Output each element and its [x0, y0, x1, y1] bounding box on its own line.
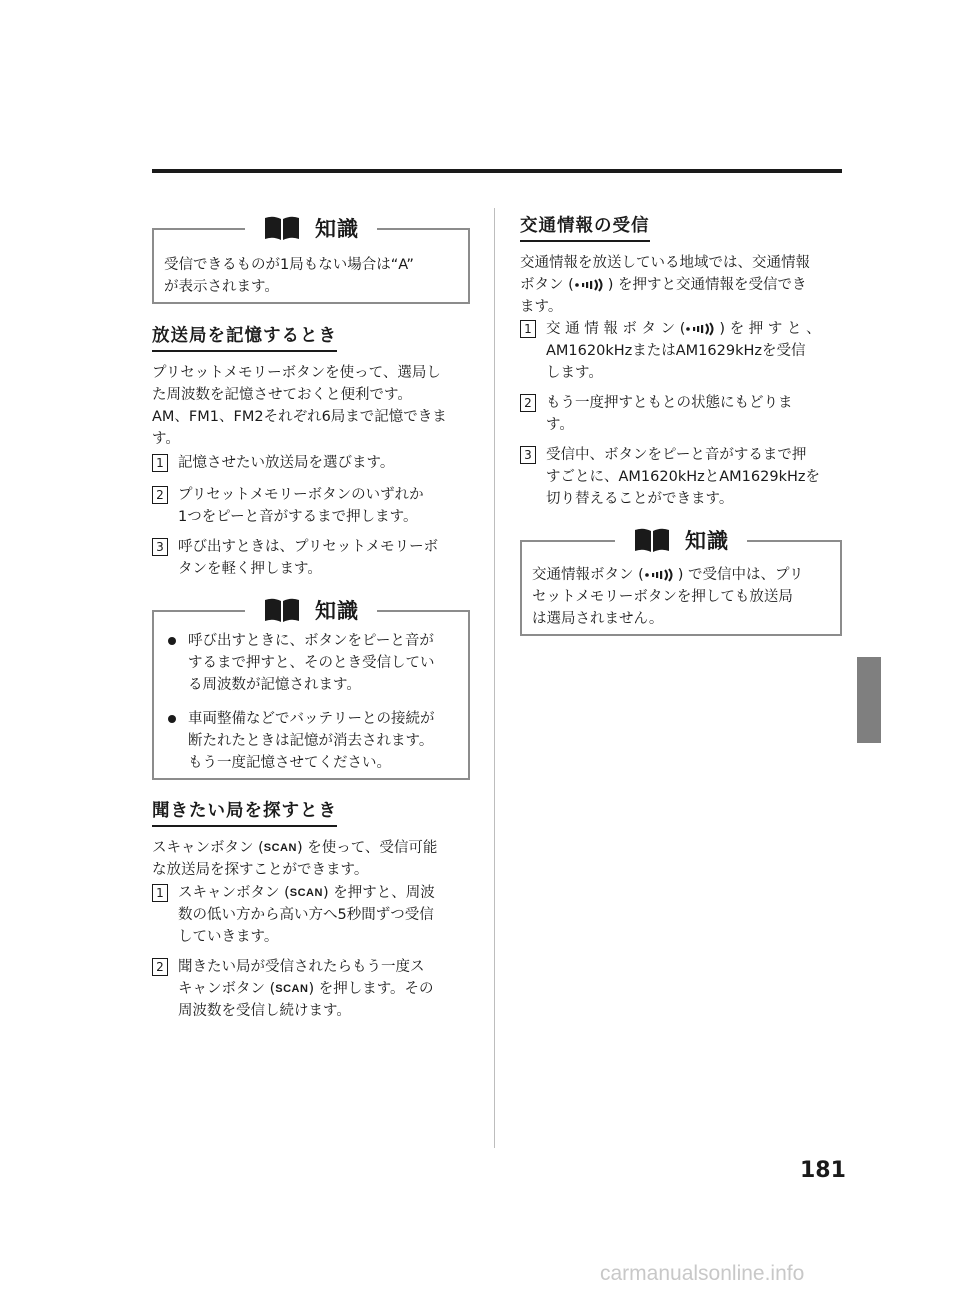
book-icon — [263, 215, 301, 241]
knowledge-title: 知識 — [315, 599, 359, 623]
box1-line2: が表示されます。 — [164, 279, 279, 295]
scan-step-2 — [152, 956, 472, 1022]
knowledge-box-2 — [152, 599, 470, 780]
preset-para-line3: AM、FM1、FM2それぞれ6局まで記憶できま — [152, 409, 447, 425]
step-text: 呼び出すときは、プリセットメモリーボ — [178, 539, 439, 555]
bullet-item — [166, 708, 452, 774]
step-text: すごとに、AM1620kHzとAM1629kHzを — [546, 469, 820, 485]
traffic-para-line2: ボタン ( ) を押すと交通情報を受信でき — [520, 277, 807, 293]
step-text: プリセットメモリーボタンのいずれか — [178, 487, 424, 503]
step-number: 1 — [152, 884, 168, 902]
preset-para-line1: プリセットメモリーボタンを使って、選局し — [152, 365, 441, 381]
step-text: タンを軽く押します。 — [178, 561, 322, 577]
step-text: していきます。 — [178, 929, 279, 945]
scan-step-1 — [152, 882, 472, 948]
step-number: 2 — [152, 958, 168, 976]
scan-para-line2: な放送局を探すことができます。 — [152, 862, 369, 878]
preset-step-2 — [152, 484, 472, 528]
preset-step-1 — [152, 452, 472, 474]
scan-button-label: SCAN — [275, 983, 309, 995]
scan-para-line1: スキャンボタン (SCAN) を使って、受信可能 — [152, 837, 470, 859]
step-number: 1 — [520, 320, 536, 338]
knowledge-box-3 — [520, 529, 842, 636]
bullet-dot — [168, 715, 176, 723]
traffic-info-icon — [685, 322, 719, 336]
step-text: キャンボタン (SCAN) を押します。その — [178, 978, 472, 1000]
traffic-para-line3: ます。 — [520, 299, 563, 315]
knowledge-box-1 — [152, 217, 470, 304]
preset-heading: 放送局を記憶するとき — [152, 322, 337, 352]
step-text: す。 — [546, 417, 574, 433]
preset-para-line4: す。 — [152, 431, 180, 447]
box3-line1: 交通情報ボタン ( ) で受信中は、プリ — [532, 567, 804, 583]
step-number: 1 — [152, 454, 168, 472]
bullet-text: る周波数が記憶されます。 — [188, 677, 361, 693]
top-rule — [152, 169, 842, 173]
traffic-info-icon — [644, 568, 678, 582]
knowledge-title: 知識 — [685, 529, 729, 553]
scan-heading: 聞きたい局を探すとき — [152, 797, 337, 827]
step-number: 2 — [520, 394, 536, 412]
scan-button-label: SCAN — [289, 887, 323, 899]
box1-line1: 受信できるものが1局もない場合は“A” — [164, 257, 414, 273]
scan-button-label: SCAN — [263, 842, 297, 854]
bullet-text: 車両整備などでバッテリーとの接続が — [188, 711, 435, 727]
knowledge-title: 知識 — [315, 217, 359, 241]
step-text: 数の低い方から高い方へ5秒間ずつ受信 — [178, 907, 434, 923]
step-text: 交 通 情 報 ボ タ ン ( ) を 押 す と 、 — [546, 321, 821, 337]
traffic-heading: 交通情報の受信 — [520, 212, 650, 242]
bullet-text: するまで押すと、そのとき受信してい — [188, 655, 435, 671]
step-text: 受信中、ボタンをピーと音がするまで押 — [546, 447, 807, 463]
step-number: 3 — [152, 538, 168, 556]
step-text: スキャンボタン (SCAN) を押すと、周波 — [178, 882, 472, 904]
bullet-text: もう一度記憶させてください。 — [188, 755, 391, 771]
step-text: 切り替えることができます。 — [546, 491, 734, 507]
bullet-dot — [168, 637, 176, 645]
step-number: 3 — [520, 446, 536, 464]
bullet-text: 断たれたときは記憶が消去されます。 — [188, 733, 434, 749]
book-icon — [633, 527, 671, 553]
bullet-item — [166, 630, 452, 696]
bullet-text: 呼び出すときに、ボタンをピーと音が — [188, 633, 434, 649]
step-text: します。 — [546, 365, 603, 381]
traffic-para-line1: 交通情報を放送している地域では、交通情報 — [520, 255, 810, 271]
box3-line2: セットメモリーボタンを押しても放送局 — [532, 589, 793, 605]
preset-step-3 — [152, 536, 472, 580]
page-number: 181 — [800, 1158, 846, 1183]
step-text: 周波数を受信し続けます。 — [178, 1003, 351, 1019]
traffic-step-2 — [520, 392, 842, 436]
step-text: 記憶させたい放送局を選びます。 — [178, 455, 395, 471]
traffic-step-1 — [520, 318, 842, 384]
preset-para-line2: た周波数を記憶させておくと便利です。 — [152, 387, 412, 403]
traffic-info-icon — [574, 278, 608, 292]
box3-line3: は選局されません。 — [532, 611, 664, 627]
step-number: 2 — [152, 486, 168, 504]
column-divider — [494, 208, 495, 1148]
step-text: 1つをピーと音がするまで押します。 — [178, 509, 418, 525]
step-text: 聞きたい局が受信されたらもう一度ス — [178, 959, 425, 975]
traffic-step-3 — [520, 444, 842, 510]
watermark: carmanualsonline.info — [600, 1262, 805, 1285]
chapter-tab — [857, 657, 881, 743]
step-text: AM1620kHzまたはAM1629kHzを受信 — [546, 343, 806, 359]
step-text: もう一度押すともとの状態にもどりま — [546, 395, 793, 411]
book-icon — [263, 597, 301, 623]
